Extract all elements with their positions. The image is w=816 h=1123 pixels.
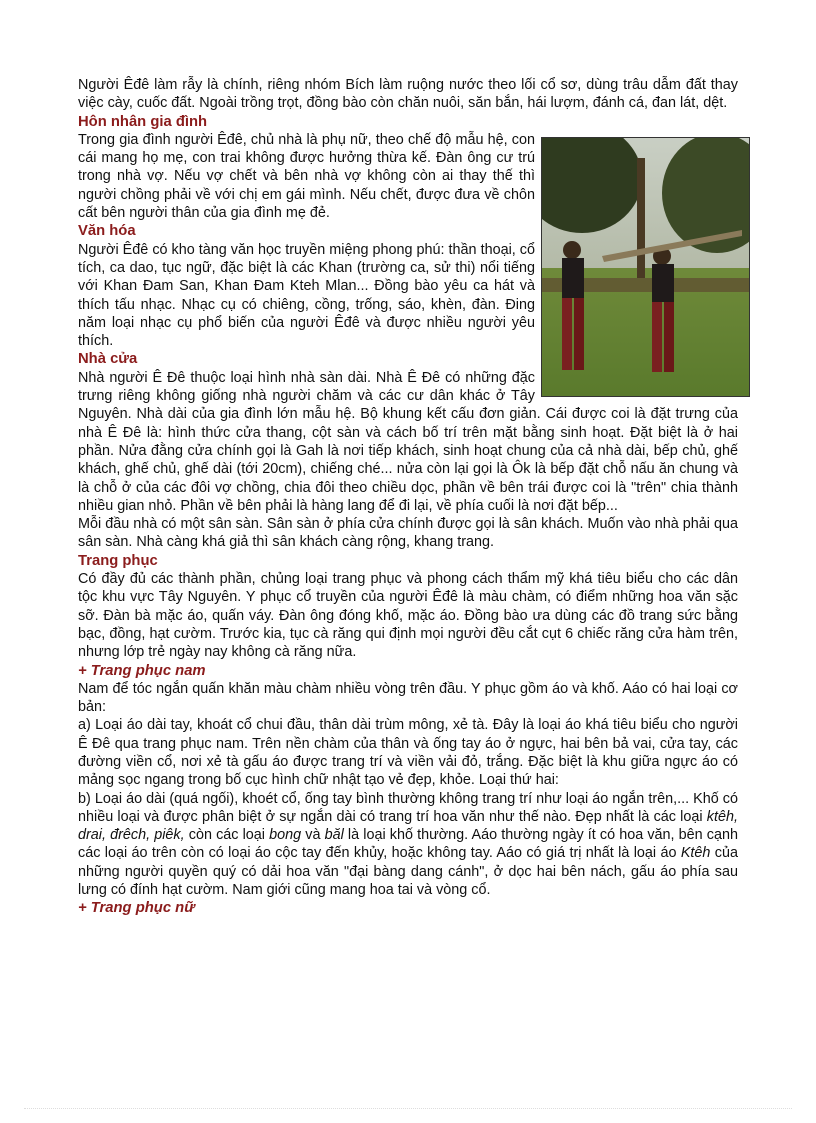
trang-phuc-nam-item-b bbox=[78, 790, 738, 900]
page-bottom-rule bbox=[24, 1108, 792, 1109]
nha-cua-paragraph: Nhà người Ê Đê thuộc loại hình nhà sàn dài. Nhà Ê Đê có những đặc trưng riêng không giống nhà người chăm và các cư dân khác ở Tây Nguyên. Nhà dài của gia đình lớn mẫu hệ. Bộ khung kết cấu đơn giản. Cái được coi là đặt trưng của nhà Ê Đê là: hình thức cửa thang, cột sàn và cách bố trí trên mặt bằng sinh hoạt. Đặt biệt là ở hai phần. Nửa đằng cửa chính gọi là Gah là nơi tiếp khách, sinh hoạt chung của cả nhà dài, bếp chủ, ghế khách, ghế chủ, ghế dài (tới 20cm), chiếng ché... nửa còn lại gọi là Ôk là bếp đặt chỗ nấu ăn chung và là chỗ ở của các đôi vợ chồng, chia đôi theo chiều dọc, phần về bên trái được coi là "trên" chia thành nhiều gian nhỏ. Phần về bên phải là hàng lang để đi lại, về phía cuối là nơi đặt bếp... bbox=[78, 369, 738, 514]
item-b-keyword-2: bong bbox=[269, 827, 302, 844]
item-b-text-1: b) Loại áo dài (quá ngối), khoét cổ, ống tay bình thường không trang trí như loại áo ngắn trên,... Khố có nhiều loại và được phân biệt ở sự ngắn dài có trang trí hoa văn như thế nào. Đẹp nhất là các loại bbox=[78, 790, 738, 825]
heading-trang-phuc: Trang phục bbox=[78, 552, 158, 569]
heading-nha-cua: Nhà cửa bbox=[78, 351, 138, 368]
item-b-keyword-1: ktêh, drai, đrêch, piêk, bbox=[78, 808, 738, 844]
document-body bbox=[78, 76, 738, 918]
item-b-text-4: là loại khố thường. Aáo thường ngày ít có hoa văn, bên cạnh các loại áo trên còn có loại áo cộc tay đến khủy, hoặc không tay. Aáo có giá trị nhất là loại áo bbox=[78, 827, 738, 862]
heading-van-hoa: Văn hóa bbox=[78, 223, 136, 240]
trang-phuc-nam-item-a: a) Loại áo dài tay, khoát cổ chui đầu, thân dài trùm mông, xẻ tà. Đây là loại áo khá tiêu biểu cho người Ê Đê qua trang phục nam. Trên nền chàm của thân và ống tay áo ở ngực, hai bên bả vai, cửa tay, các đường viền cổ, nơi xẻ tà gấu áo được trang trí và viền vải đỏ, trắng. Đặc biệt là khu giữa ngực áo có mảng sọc ngang trong bố cục hình chữ nhật tạo vẻ đẹp, khỏe. Loại thứ hai: bbox=[78, 717, 738, 789]
trang-phuc-nam-paragraph: Nam để tóc ngắn quấn khăn màu chàm nhiều vòng trên đầu. Y phục gồm áo và khố. Aáo có hai loại cơ bản: bbox=[78, 680, 738, 716]
photo-gong-players bbox=[541, 137, 750, 397]
heading-trang-phuc-nu: + Trang phục nữ bbox=[78, 900, 195, 917]
item-b-text-3: và bbox=[301, 827, 325, 844]
item-b-text-2: còn các loại bbox=[184, 827, 270, 844]
item-b-keyword-3: băl bbox=[324, 827, 344, 844]
item-b-text-5: của những người quyền quý có dải hoa văn "đại bàng dang cánh", ở dọc hai bên nách, gấu áo phía sau lưng có đính hạt cườm. Nam giới cũng mang hoa tai và vòng cổ. bbox=[78, 845, 738, 899]
nha-cua-paragraph-2: Mỗi đầu nhà có một sân sàn. Sân sàn ở phía cửa chính được gọi là sân khách. Muốn vào nhà phải qua sân sàn. Nhà càng khá giả thì sân khách càng rộng, khang trang. bbox=[78, 516, 738, 551]
hon-nhan-paragraph: Trong gia đình người Êđê, chủ nhà là phụ nữ, theo chế độ mẫu hệ, con cái mang họ mẹ, con trai không được hưởng thừa kế. Đàn ông cư trú trong nhà vợ. Nếu vợ chết và bên nhà vợ không còn ai thay thế thì người chồng phải về với chị em gái mình. Nếu chết, được đưa về chôn cất bên người thân của gia đình mẹ đẻ. bbox=[78, 131, 535, 222]
van-hoa-paragraph: Người Êđê có kho tàng văn học truyền miệng phong phú: thần thoại, cổ tích, ca dao, tục ngữ, đặc biệt là các Khan (trường ca, sử thi) nổi tiếng với Khan Đam San, Khan Đam Kteh Mlan... Đồng bào yêu ca hát và thích tấu nhạc. Nhạc cụ có chiêng, cồng, trống, sáo, khèn, đàn. Đing năm loại nhạc cụ phổ biến của người Êđê và được nhiều người yêu thích. bbox=[78, 241, 535, 350]
trang-phuc-paragraph: Có đầy đủ các thành phần, chủng loại trang phục và phong cách thẩm mỹ khá tiêu biểu cho các dân tộc khu vực Tây Nguyên. Y phục cổ truyền của người Êđê là màu chàm, có điểm những hoa văn sặc sỡ. Đàn bà mặc áo, quấn váy. Đàn ông đóng khố, mặc áo. Đồng bào ưa dùng các đồ trang sức bằng bạc, đồng, hạt cườm. Trước kia, tục cà răng qui định mọi người đều cắt cụt 6 chiếc răng cửa hàm trên, nhưng lớp trẻ ngày nay không cà răng nữa. bbox=[78, 571, 738, 661]
intro-paragraph: Người Êđê làm rẫy là chính, riêng nhóm Bích làm ruộng nước theo lối cổ sơ, dùng trâu dẫm đất thay việc cày, cuốc đất. Ngoài trồng trọt, đồng bào còn chăn nuôi, săn bắn, hái lượm, đánh cá, đan lát, dệt. bbox=[78, 77, 738, 112]
heading-trang-phuc-nam: + Trang phục nam bbox=[78, 662, 206, 679]
heading-hon-nhan: Hôn nhân gia đình bbox=[78, 113, 208, 130]
item-b-keyword-4: Ktêh bbox=[680, 845, 711, 862]
